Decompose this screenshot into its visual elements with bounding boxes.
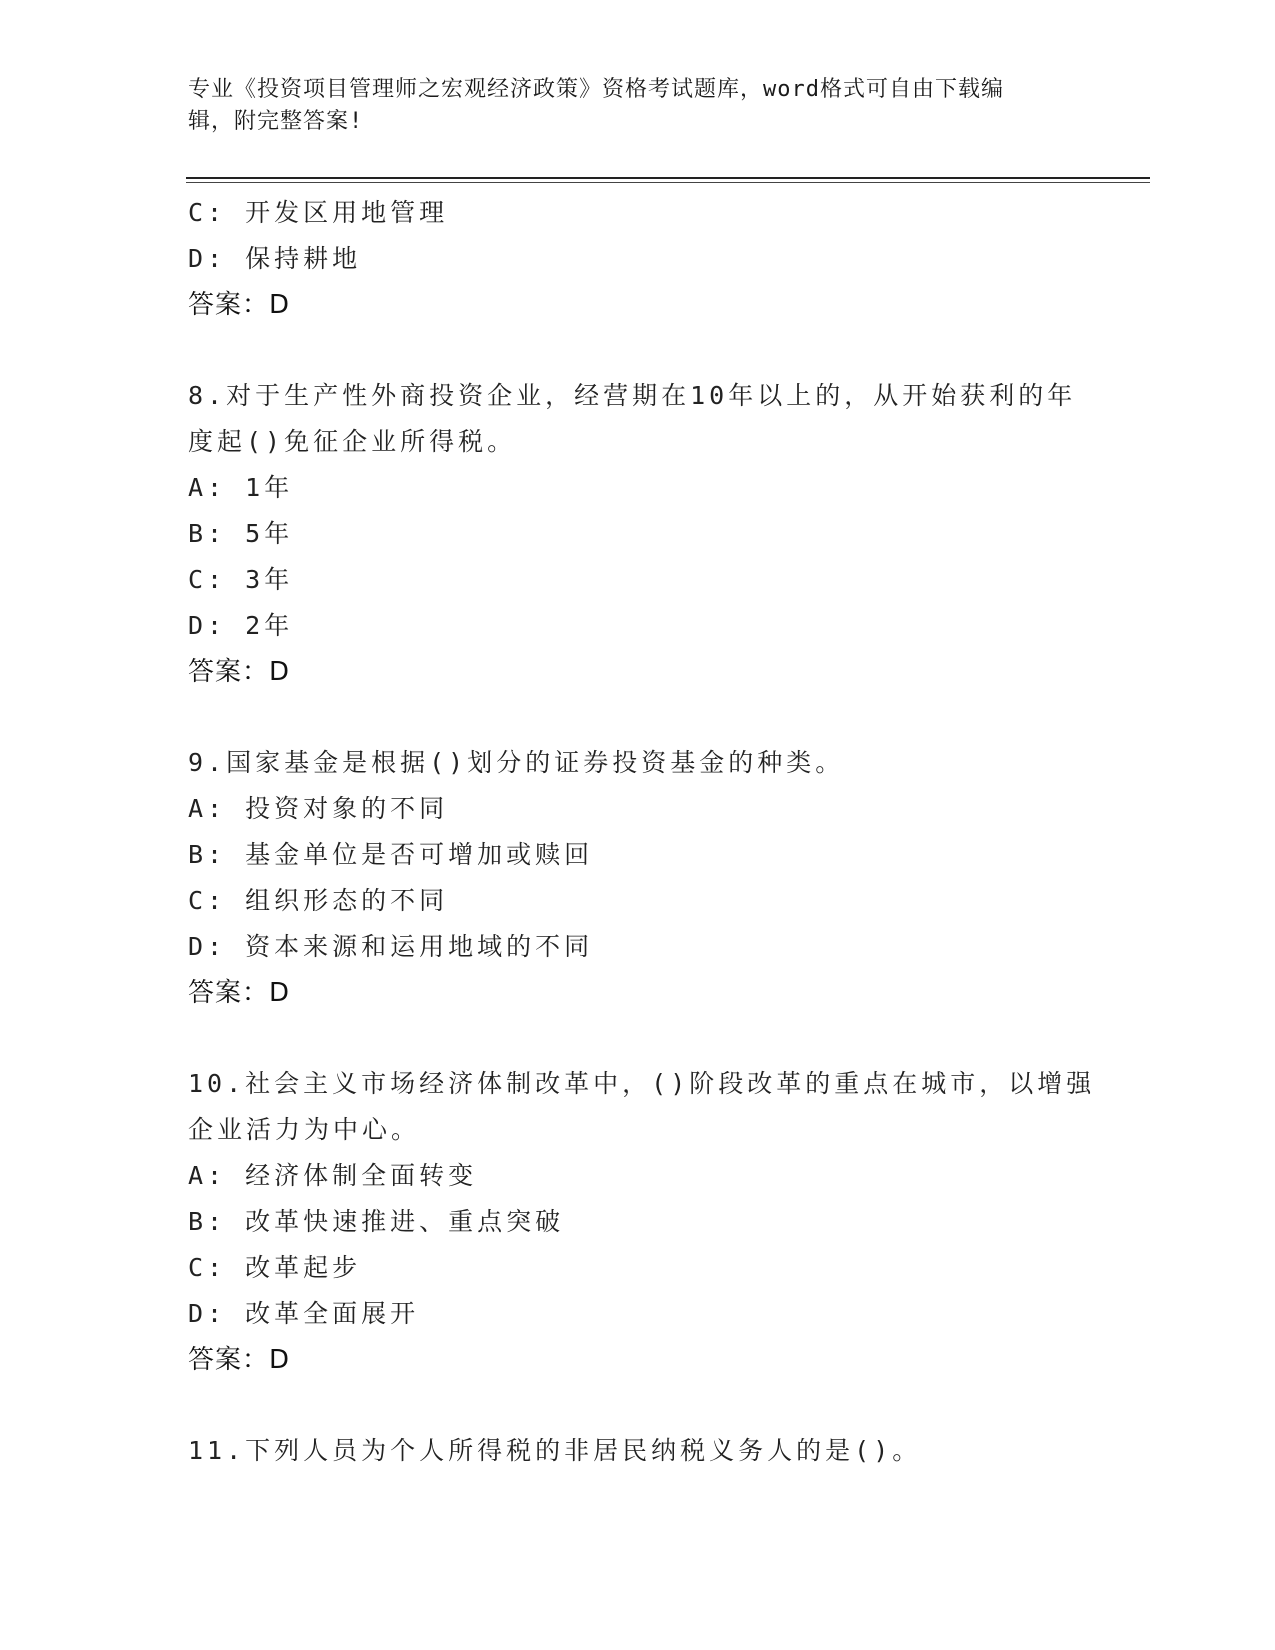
option-b: B: 基金单位是否可增加或赎回	[188, 840, 594, 869]
question-stem-line: 企业活力为中心。	[188, 1115, 421, 1144]
option-c: C: 3年	[188, 565, 294, 594]
option-a: A: 1年	[188, 473, 294, 502]
option-c: C: 开发区用地管理	[188, 198, 449, 227]
question-block-11	[188, 1428, 1088, 1474]
document-header	[188, 74, 1068, 138]
header-line-1: 专业《投资项目管理师之宏观经济政策》资格考试题库，word格式可自由下载编	[188, 77, 1004, 102]
answer-line: 答案：D	[188, 1345, 291, 1375]
header-line-2: 辑，附完整答案!	[188, 109, 364, 134]
option-d: D: 2年	[188, 611, 294, 640]
answer-line: 答案：D	[188, 657, 291, 687]
option-a: A: 投资对象的不同	[188, 794, 449, 823]
question-stem-line: 8.对于生产性外商投资企业，经营期在10年以上的，从开始获利的年	[188, 381, 1077, 410]
spacer	[188, 1016, 1088, 1061]
header-divider-thick	[186, 177, 1150, 179]
option-d: D: 改革全面展开	[188, 1299, 420, 1328]
question-block-8	[188, 373, 1088, 695]
question-block-partial	[188, 190, 1088, 328]
option-b: B: 5年	[188, 519, 294, 548]
option-b: B: 改革快速推进、重点突破	[188, 1207, 565, 1236]
question-list	[188, 190, 1096, 1474]
question-block-10	[188, 1061, 1096, 1383]
question-block-9	[188, 740, 1088, 1016]
question-stem-line: 11.下列人员为个人所得税的非居民纳税义务人的是()。	[188, 1436, 922, 1465]
option-d: D: 保持耕地	[188, 244, 362, 273]
question-stem-line: 度起()免征企业所得税。	[188, 427, 517, 456]
spacer	[188, 328, 1088, 373]
option-c: C: 组织形态的不同	[188, 886, 449, 915]
option-c: C: 改革起步	[188, 1253, 362, 1282]
answer-line: 答案：D	[188, 978, 291, 1008]
option-a: A: 经济体制全面转变	[188, 1161, 478, 1190]
header-divider-thin	[186, 182, 1150, 183]
spacer	[188, 1383, 1088, 1428]
question-stem-line: 9.国家基金是根据()划分的证券投资基金的种类。	[188, 748, 845, 777]
option-d: D: 资本来源和运用地域的不同	[188, 932, 594, 961]
answer-line: 答案：D	[188, 290, 291, 320]
question-stem-line: 10.社会主义市场经济体制改革中，()阶段改革的重点在城市，以增强	[188, 1069, 1096, 1098]
spacer	[188, 695, 1088, 740]
